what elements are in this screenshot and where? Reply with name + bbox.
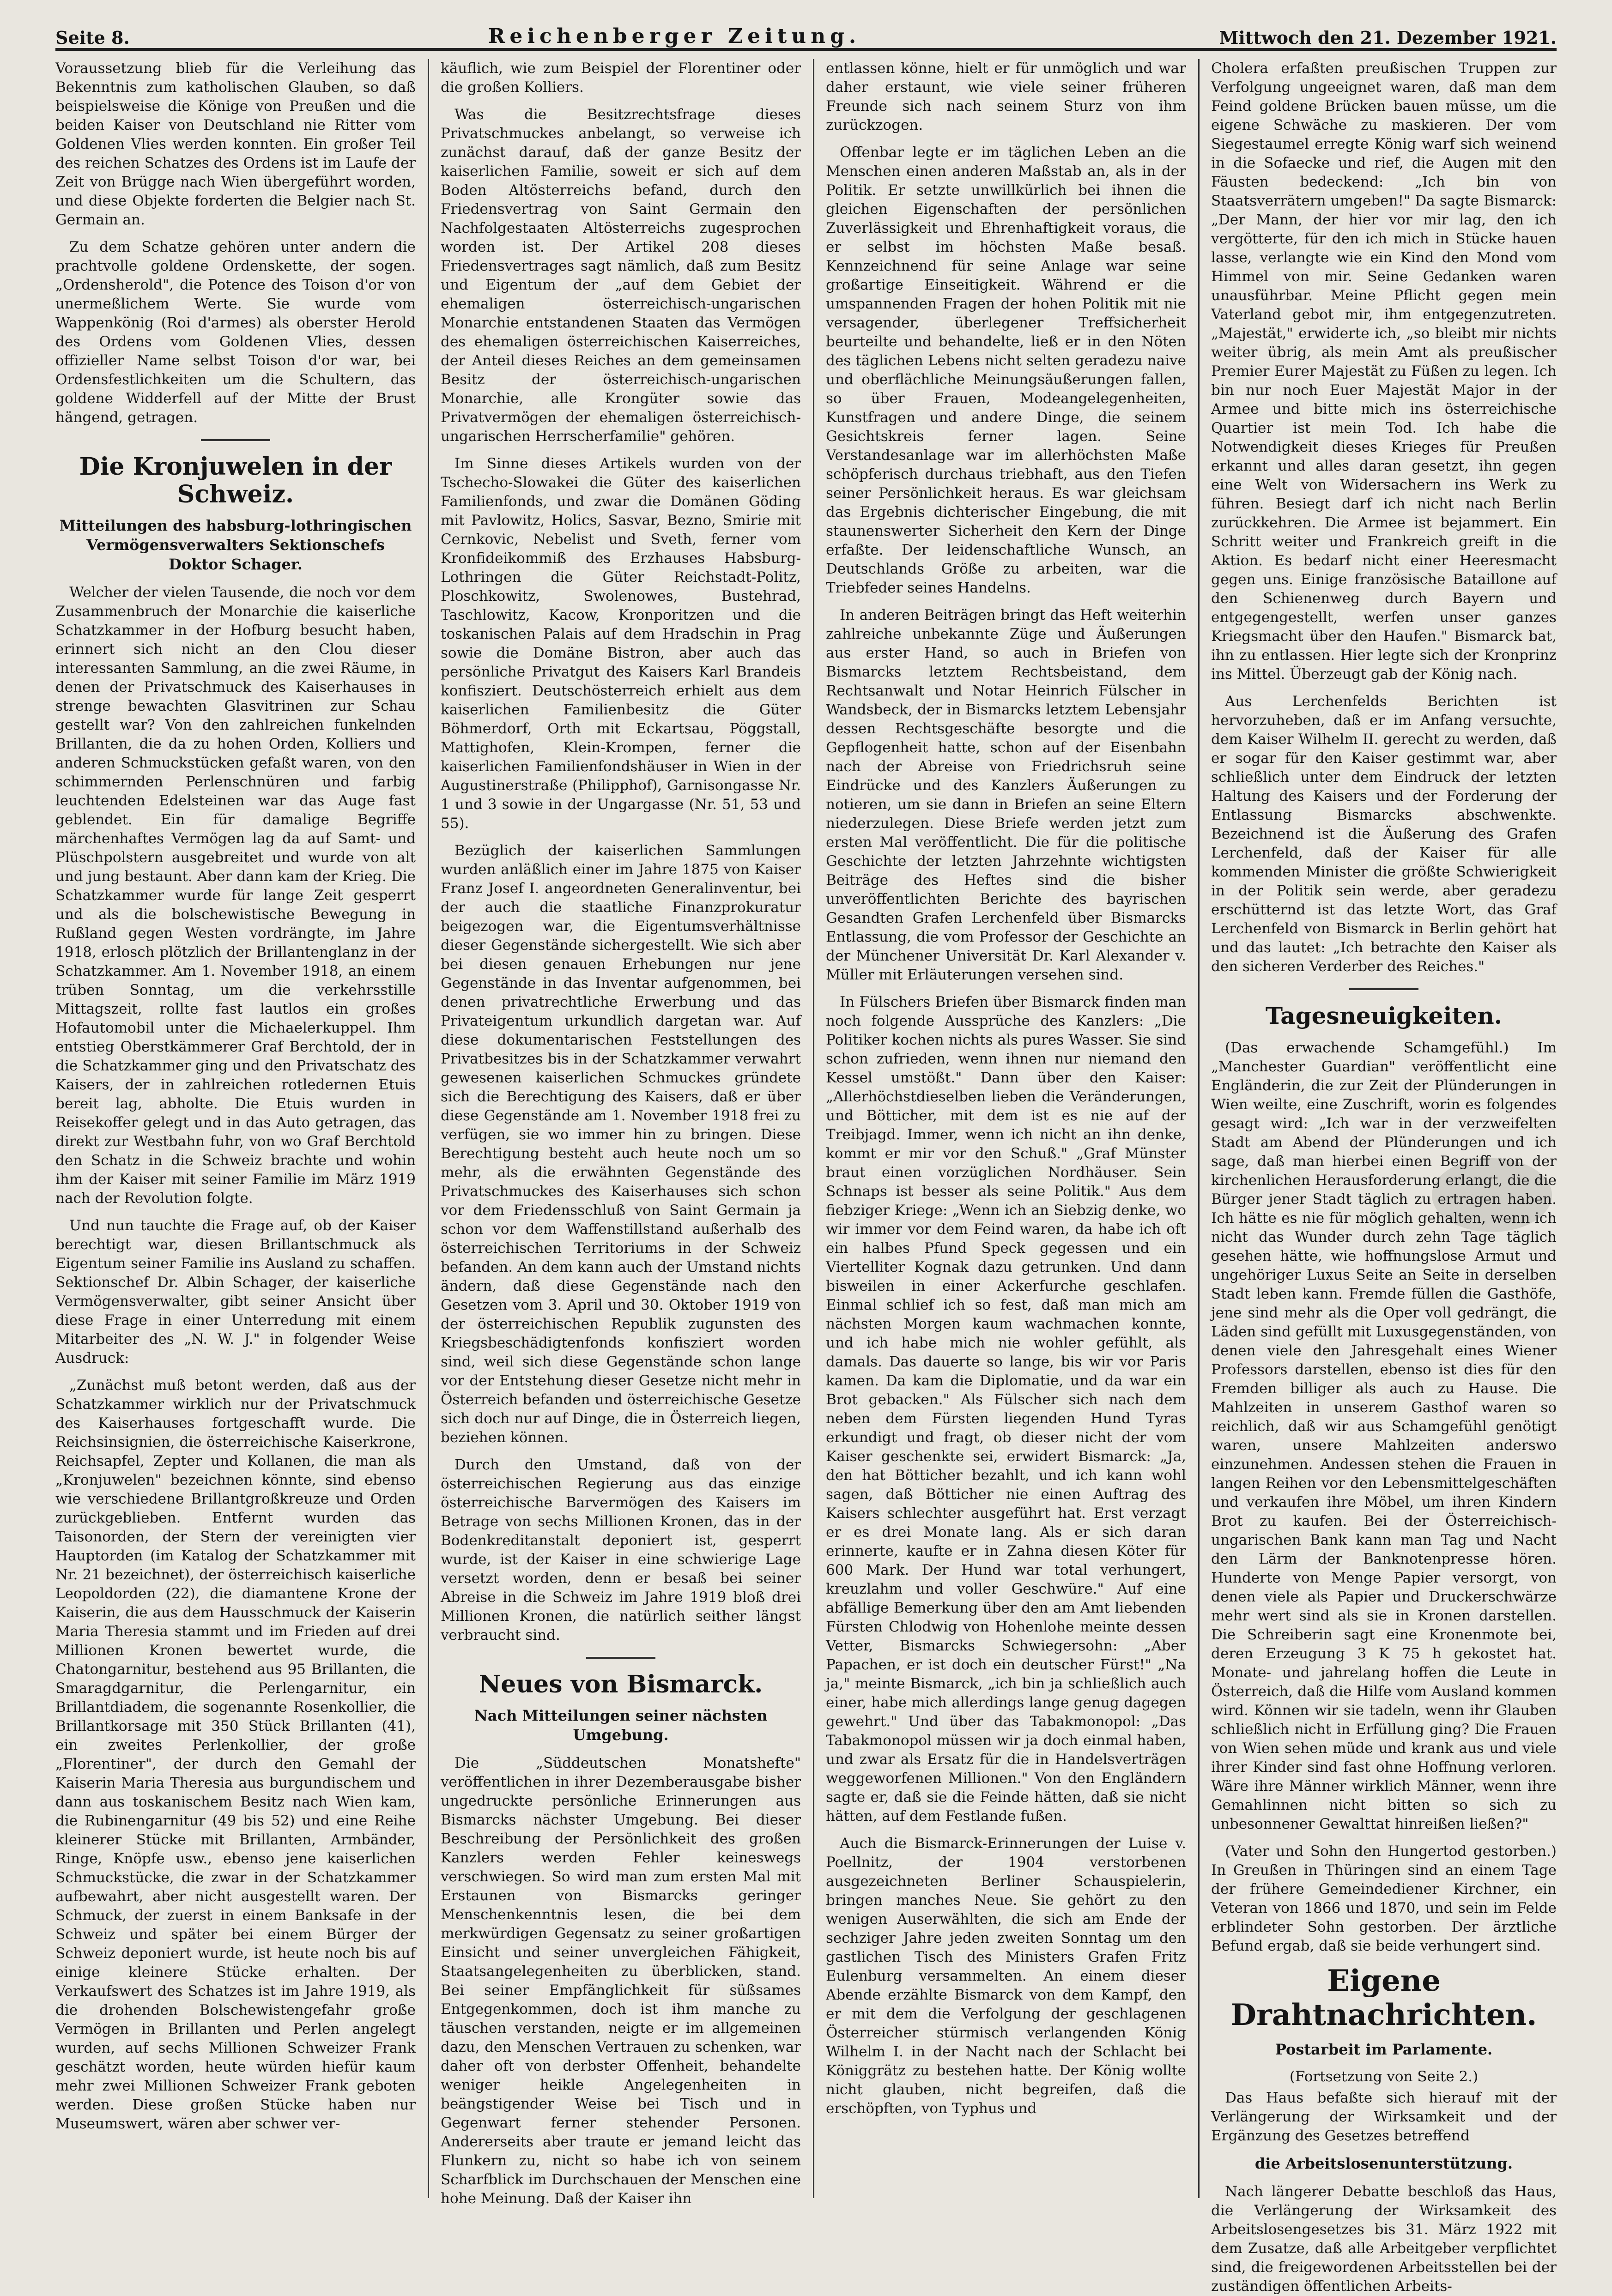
column-4: [1211, 59, 1557, 2295]
divider: [1349, 988, 1418, 990]
column-2: [441, 59, 801, 2207]
article-paragraph: Die „Süddeutschen Monatshefte" veröffentlichen in ihrer Dezemberausgabe bisher ungedruckte persönliche Erinnerungen aus Bismarcks nächster Umgebung. Bei dieser Beschreibung der Persönlichkeit des großen Kanzlers werden Fehler keineswegs verschwiegen. So wird man zum ersten Mal mit Erstaunen von Bismarcks geringer Menschenkenntnis lesen, die bei dem merkwürdigen Gegensatz zu seiner großartigen Einsicht und seiner unvergleichen Fähigkeit, Staatsangelegenheiten zu überblicken, stand. Bei seiner Empfänglichkeit für süßsames Entgegenkommen, doch ist ihm manche zu täuschen verstanden, neigte er im allgemeinen dazu, den Menschen Vertrauen zu schenken, war daher oft von derbster Offenheit, behandelte weniger heikle Angelegenheiten in beängstigender Weise bei Tisch und in Gegenwart ferner stehender Personen. Andererseits aber traute er jemand leicht das Flunkern zu, nicht so habe ich von seinem Scharfblick im Durchschauen der Menschen eine hohe Meinung. Daß der Kaiser ihn: [441, 1755, 801, 2207]
wire-subtitle: Postarbeit im Parlamente.: [1275, 2041, 1493, 2058]
article-paragraph: „Zunächst muß betont werden, daß aus der Schatzkammer wirklich nur der Privatschmuck des Kaiserhauses fortgeschafft wurde. Die Reichsinsignien, die österreichische Kaiserkrone, Reichsapfel, Zepter und Kollanen, die man als „Kronjuwelen" bezeichnen könnte, sind ebenso wie verschiedene Brillantgroßkreuze und Orden zurückgeblieben. Entfernt wurden das Taisonorden, der Stern der vereinigten vier Hauptorden (im Katalog der Schatzkammer mit Nr. 21 bezeichnet), der österreichisch kaiserliche Leopoldorden (22), die diamantene Krone der Kaiserin, die aus dem Hausschmuck der Kaiserin Maria Theresia stammt und im Frieden auf drei Millionen Kronen bewertet wurde, die Chatongarnitur, bestehend aus 95 Brillanten, die Smaragdgarnitur, die Perlengarnitur, ein Brillantdiadem, die sogenannte Rosenkollier, die Brillantkorsage mit 350 Stück Brillanten (41), ein zweites Perlenkollier, der große „Florentiner", der durch den Gemahl der Kaiserin Maria Theresia aus burgundischem und dann aus toskanischem Besitz nach Wien kam, die Rubinengarnitur (49 bis 52) und eine Reihe kleinerer Stücke mit Brillanten, Armbänder, Ringe, Knöpfe usw., ebenso jene kaiserlichen Schmuckstücke, die zwar in der Schatzkammer aufbewahrt, aber nicht ausgestellt waren. Der Schmuck, der zuerst in einem Banksafe in der Schweiz und später bei einem Bürger der Schweiz deponiert wurde, ist heute noch bis auf einige kleinere Stücke erhalten. Der Verkaufswert des Schatzes ist im Jahre 1919, als die drohenden Bolschewistengefahr große Vermögen in Brillanten und Perlen angelegt wurden, auf sechs Millionen Schweizer Frank geschätzt worden, heute würden hiefür kaum mehr zwei Millionen Schweizer Frank geboten werden. Diese großen Stücke haben nur Museumswert, wären aber schwer ver-: [55, 1377, 416, 2132]
wire-continuation-note: (Fortsetzung von Seite 2.): [1289, 2068, 1479, 2085]
article-subtitle-kronjuwelen: Mitteilungen des habsburg-lothringischen Vermögensverwalters Sektionschefs Doktor Schager.: [59, 517, 412, 573]
news-paragraph: (Das erwachende Schamgefühl.) Im „Manchester Guardian" veröffentlicht eine Engländerin, die zur Zeit der Plünderungen in Wien weilte, eine Zuschrift, worin es folgendes gesagt wird: „Ich war in der verzweifelten Stadt am Abend der Plünderungen und ich sage, daß man hierbei einen Begriff von der kirchenlichen Herausforderung erlangt, die die Bürger jener Stadt täglich zu ertragen haben. Ich hätte es nie für möglich gehalten, wenn ich nicht das Wunder durch zehn Tage täglich gesehen hätte, wie hoffnungslose Armut und ungehöriger Luxus Seite an Seite in derselben Stadt leben kann. Fremde füllen die Gasthöfe, jene sind mehr als die Oper voll gedrängt, die Läden sind gefüllt mit Luxusgegenständen, von denen viele den Jahresgehalt eines Wiener Professors darstellen, ebenso ist dies für den Fremden billiger als auch zu Hause. Die Mahlzeiten in unserem Gasthof waren so reichlich, daß wir aus Schamgefühl genötigt waren, unsere Mahlzeiten anderswo einzunehmen. Andessen stehen die Frauen in langen Reihen vor den Lebensmittelgeschäften und verkaufen ihre Möbel, um ihren Kindern Brot zu kaufen. Bei der Österreichisch-ungarischen Bank kann man Tag und Nacht den Lärm der Banknotenpresse hören. Hunderte von Menge Papier versorgt, von denen viele als Papier und Druckerschwärze mehr wert sind als sie in Kronen darstellen. Die Schreiberin sagt eine Kronenmote bei, deren Erzeugung 3 K 75 h gekostet hat. Monate- und jahrelang hoffen die Leute in Österreich, daß die Hilfe vom Ausland kommen wird. Können wir sie tadeln, wenn ihr Glauben schließlich nicht in Erfüllung ging? Die Frauen von Wien sehen müde und krank aus und viele ihrer Kinder sind fast ohne Hoffnung verloren. Wäre ihre Männer wirklich Männer, wenn ihre Gemahlinnen nicht bitten so sich zu unbesonnener Gewalttat hinreißen ließen?": [1211, 1039, 1557, 1832]
article-paragraph: käuflich, wie zum Beispiel der Florentiner oder die großen Kolliers.: [441, 60, 801, 96]
section-title-tagesneuigkeiten: Tagesneuigkeiten.: [1265, 1002, 1503, 1029]
column-rule: [813, 59, 814, 2198]
article-paragraph: In Fülschers Briefen über Bismarck finden man noch folgende Aussprüche des Kanzlers: „Die Politiker kochen nichts als pures Wasser. Sie sind schon zufrieden, wenn ihnen nur niemand den Kessel umstößt." Dann über den Kaiser: „Allerhöchstdieselben lieben die Veränderungen, und Bötticher, mit dem ist es nie auf der Treibjagd. Immer, wenn ich nicht an ihn denke, kommt er mir vor den Schuß." „Graf Münster braut einen vorzüglichen Nordhäuser. Sein Schnaps ist besser als seine Politik." Aus dem fiebziger Kriege: „Wenn ich an Siebzig denke, wo wir immer vor dem Feind waren, da habe ich oft ein halbes Pfund Speck gegessen und ein Viertelliter Kognak dazu getrunken. Und dann bisweilen in einer Ackerfurche geschlafen. Einmal schlief ich so fest, daß man mich am nächsten Morgen kaum wachmachen konnte, und ich habe mich nie wohler gefühlt, als damals. Das dauerte so lange, bis wir vor Paris kamen. Da kam die Diplomatie, und da war ein Brot gebacken." Als Fülscher sich nach dem neben dem Fürsten liegenden Hund Tyras erkundigt und fragt, ob dieser nicht der vom Kaiser geschenkte sei, erwidert Bismarck: „Ja, den hat Bötticher bezahlt, und ich kann wohl sagen, daß Bötticher nie einen Auftrag des Kaisers schlechter ausgeführt hat. Erst verzagt er es drei Monate lang. Als er sich daran erinnerte, kaufte er in Zahna diesen Köter für 600 Mark. Der Hund war total verhungert, kreuzlahm und voller Geschwüre." Auf eine abfällige Bemerkung über den am Amt liebenden Fürsten Chlodwig von Hohenlohe meinte dessen Vetter, Bismarcks Schwiegersohn: „Aber Papachen, er ist doch ein deutscher Fürst!" „Na ja," meinte Bismarck, „ich bin ja schließlich auch einer, habe mich allerdings lange genug dagegen gewehrt." Und über das Tabakmonopol: „Das Tabakmonopol müssen wir ja doch einmal haben, und zwar als Ersatz für die in Handelsverträgen weggeworfenen Millionen." Von den Engländern sagte er, daß sie die Feinde hätten, daß sie nicht hätten, auf dem Festlande fußen.: [826, 994, 1186, 1825]
article-paragraph: Offenbar legte er im täglichen Leben an die Menschen einen anderen Maßstab an, als in der Politik. Er setzte unwillkürlich bei ihnen die gleichen Eigenschaften der persönlichen Zuverlässigkeit und Ehrenhaftigkeit voraus, die er selbst im höchsten Maße besaß. Kennzeichnend für seine Anlage war seine großartige Einseitigkeit. Während er die umspannenden Fragen der hohen Politik mit nie versagender, überlegener Treffsicherheit beurteilte und behandelte, ließ er in den Nöten des täglichen Lebens nicht selten geradezu naive und oberflächliche Meinungsäußerungen fallen, so über Frauen, Modeangelegenheiten, Kunstfragen und andere Dinge, die seinem Gesichtskreis ferner lagen. Seine Verstandesanlage war im allerhöchsten Maße schöpferisch durchaus triebhaft, aus den Tiefen seiner Persönlichkeit heraus. Es war gleichsam das Ergebnis dichterischer Eingebung, die mit staunenswerter Sicherheit den Kern der Dinge erfaßte. Der leidenschaftliche Wunsch, an Deutschlands Größe zu arbeiten, war die Triebfeder seines Handelns.: [826, 144, 1186, 596]
article-paragraph: entlassen könne, hielt er für unmöglich und war daher erstaunt, wie viele seiner früheren Freunde sich nach seinem Sturz von ihm zurückzogen.: [826, 60, 1186, 133]
columns-area: [55, 59, 1557, 2295]
column-1: [55, 59, 416, 2198]
wire-paragraph: Das Haus befaßte sich hierauf mit der Verlängerung der Wirksamkeit und der Ergänzung des Gesetzes betreffend: [1211, 2090, 1557, 2144]
page-number: Seite 8.: [55, 27, 130, 48]
article-paragraph: In anderen Beiträgen bringt das Heft weiterhin zahlreiche unbekannte Züge und Äußerungen aus erster Hand, so auch in Briefen von Bismarcks letztem Rechtsbeistand, dem Rechtsanwalt und Notar Heinrich Fülscher in Wandsbeck, der in Bismarcks letztem Lebensjahr dessen Rechtsgeschäfte besorgte und die Gepflogenheit hatte, schon auf der Eisenbahn nach der Abreise von Friedrichsruh seine Eindrücke und des Kanzlers Äußerungen zu notieren, um sie dann in Briefen an seine Eltern niederzulegen. Diese Briefe werden jetzt zum ersten Mal veröffentlicht. Die für die politische Geschichte der letzten Jahrzehnte wichtigsten Beiträge des Heftes sind die bisher unveröffentlichten Berichte des bayrischen Gesandten Grafen Lerchenfeld über Bismarcks Entlassung, die vom Professor der Geschichte an der Münchener Universität Dr. Karl Alexander v. Müller mit Erläuterungen versehen sind.: [826, 607, 1186, 983]
article-paragraph: Im Sinne dieses Artikels wurden von der Tschecho-Slowakei die Güter des kaiserlichen Familienfonds, und zwar die Domänen Göding mit Pavlowitz, Holics, Sasvar, Bezno, Smirie mit Cernkovic, Nebelist und Sveth, ferner vom Kronfideikommiß des Erzhauses Habsburg-Lothringen die Güter Reichstadt-Politz, Ploschkowitz, Swolenowes, Bustehrad, Taschlowitz, Kacow, Kronporitzen und die toskanischen Palais auf dem Hradschin in Prag sowie die Domäne Bistron, aber auch das persönliche Privatgut des Kaisers Karl Brandeis konfisziert. Deutschösterreich erhielt aus dem kaiserlichen Familienbesitz die Güter Böhmerdorf, Orth mit Eckartsau, Pöggstall, Mattighofen, Klein-Krompen, ferner die kaiserlichen Familienfondshäuser in Wien in der Augustinerstraße (Philipphof), Garnisongasse Nr. 1 und 3 sowie in der Ungargasse (Nr. 51, 53 und 55).: [441, 455, 801, 832]
newspaper-title: Reichenberger Zeitung.: [488, 24, 861, 48]
ink-smudge: [1432, 1158, 1552, 1232]
page-header: [55, 16, 1557, 51]
article-paragraph: Welcher der vielen Tausende, die noch vor dem Zusammenbruch der Monarchie die kaiserliche Schatzkammer in der Hofburg besucht haben, erinnert sich nicht an den Clou dieser interessanten Sammlung, an die zwei Räume, in denen der Privatschmuck des Kaiserhauses in strenge bewachten Glasvitrinen zur Schau gestellt war? Von den zahlreichen funkelnden Brillanten, die da zu hohen Orden, Kolliers und anderen Schmuckstücken gefaßt waren, von den schimmernden Perlenschnüren und farbig leuchtenden Edelsteinen war das Auge fast geblendet. Ein für damalige Begriffe märchenhaftes Vermögen lag da auf Samt- und Plüschpolstern ausgebreitet und wurde von alt und jung bestaunt. Aber dann kam der Krieg. Die Schatzkammer wurde für lange Zeit gesperrt und als die bolschewistische Bewegung in Rußland gegen Westen vordrängte, im Jahre 1918, erlosch plötzlich der Brillantenglanz in der Schatzkammer. Am 1. November 1918, an einem trüben Sonntag, um die verkehrsstille Mittagszeit, rollte fast lautlos ein großes Hofautomobil unter die Michaelerkuppel. Ihm entstieg Oberstkämmerer Graf Berchtold, der in die Schatzkammer ging und den Privatschatz des Kaisers, der in zahlreichen rotledernen Etuis bereit lag, abholte. Die Etuis wurden in Reisekoffer gelegt und in das Auto getragen, das direkt zur Westbahn fuhr, von wo Graf Berchtold den Schatz in die Schweiz brachte und wohin ihm der Kaiser mit seiner Familie im März 1919 nach der Revolution folgte.: [55, 584, 416, 1207]
article-title-kronjuwelen: Die Kronjuwelen in der Schweiz.: [79, 453, 392, 508]
article-paragraph: Auch die Bismarck-Erinnerungen der Luise v. Poellnitz, der 1904 verstorbenen ausgezeichneten Berliner Schauspielerin, bringen manches Neue. Sie gehört zu den wenigen Auserwählten, die sich am Ende der sechziger Jahre jeden zweiten Sonntag um den gastlichen Tisch des Ministers Grafen Fritz Eulenburg versammelten. An einem dieser Abende erzählte Bismarck von dem Kampf, den er mit dem die Verfolgung der geschlagenen Österreicher stürmisch verlangenden König Wilhelm I. in der Nacht nach der Schlacht bei Königgrätz zu bestehen hatte. Der König wollte nicht glauben, nicht begreifen, daß die erschöpften, von Typhus und: [826, 1835, 1186, 2117]
article-paragraph: Aus Lerchenfelds Berichten ist hervorzuheben, daß er im Anfang versuchte, dem Kaiser Wilhelm II. gerecht zu werden, daß er sogar für den Kaiser gestimmt war, aber schließlich unter dem Eindruck der letzten Haltung des Kaisers und der Forderung der Entlassung Bismarcks abschwenkte. Bezeichnend ist die Äußerung des Grafen Lerchenfeld, daß der Kaiser für alle kommenden Minister die größte Schwierigkeit in der Politik sein werde, aber geradezu erschütternd ist das letzte Wort, das Graf Lerchenfeld von Bismarck in Berlin gehört hat und das lautet: „Ich betrachte den Kaiser als den sicheren Verderber des Reiches.": [1211, 693, 1557, 975]
news-paragraph: (Vater und Sohn den Hungertod gestorben.) In Greußen in Thüringen sind an einem Tage der frühere Gemeindediener Kirchner, ein Veteran von 1866 und 1870, und sein im Felde erblindeter Sohn gestorben. Der ärztliche Befund ergab, daß sie beide verhungert sind.: [1211, 1843, 1557, 1954]
wire-paragraph: Nach längerer Debatte beschloß das Haus, die Verlängerung der Wirksamkeit des Arbeitslosengesetzes bis 31. März 1922 mit dem Zusatze, daß alle Arbeitgeber verpflichtet sind, die freigewordenen Arbeitsstellen bei der zuständigen öffentlichen Arbeits-: [1211, 2183, 1557, 2295]
article-paragraph: Was die Besitzrechtsfrage dieses Privatschmuckes anbelangt, so verweise ich zunächst darauf, daß der ganze Besitz der kaiserlichen Familie, soweit er sich auf dem Boden Altösterreichs befand, durch den Friedensvertrag von Saint Germain den Nachfolgestaaten Altösterreichs zugesprochen worden ist. Der Artikel 208 dieses Friedensvertrages sagt nämlich, daß zum Besitz und Eigentum der „auf dem Gebiet der ehemaligen österreichisch-ungarischen Monarchie entstandenen Staaten das Vermögen des ehemaligen österreichischen Kaiserreiches, der Anteil dieses Reiches an dem gemeinsamen Besitz der österreichisch-ungarischen Monarchie, alle Krongüter sowie das Privatvermögen der ehemaligen österreichisch-ungarischen Herrscherfamilie" gehören.: [441, 106, 801, 445]
article-title-bismarck: Neues von Bismarck.: [479, 1670, 763, 1698]
column-rule: [1198, 59, 1200, 2198]
wire-topic: die Arbeitslosenunterstützung.: [1254, 2155, 1513, 2172]
article-paragraph: Bezüglich der kaiserlichen Sammlungen wurden anläßlich einer im Jahre 1875 von Kaiser Franz Josef I. angeordneten Generalinventur, bei der auch die staatliche Finanzprokuratur beigezogen war, die Eigentumsverhältnisse dieser Gegenstände sichergestellt. Wie sich aber bei diesen genauen Erhebungen nur jene Gegenstände in das Inventar aufgenommen, bei denen privatrechtliche Erwerbung und das Privateigentum urkundlich dargetan war. Auf diese dokumentarischen Feststellungen des Privatbesitzes bis in der Schatzkammer verwahrt gewesenen kaiserlichen Schmuckes gründete sich die Berechtigung des Kaisers, daß er über diese Gegenstände am 1. November 1918 frei zu verfügen, sie wo immer hin zu bringen. Diese Berechtigung besteht auch heute noch um so mehr, als die erwähnten Gegenstände des Privatschmuckes des Kaiserhauses sich schon vor dem Friedensschluß von Saint Germain ja schon vor dem Waffenstillstand außerhalb des österreichischen Territoriums in der Schweiz befanden. An dem kann auch der Umstand nichts ändern, daß diese Gegenstände nach den Gesetzen vom 3. April und 30. Oktober 1919 von der österreichischen Republik zugunsten des Kriegsbeschädigtenfonds konfisziert worden sind, weil sich diese Gegenstände schon lange vor der Entstehung dieser Gesetze nicht mehr in Österreich befanden und österreichische Gesetze sich doch nur auf Dinge, die in Österreich liegen, beziehen können.: [441, 842, 801, 1446]
intro-paragraph-2: Zu dem Schatze gehören unter andern die prachtvolle goldene Ordenskette, der sogen. „Ordensherold", die Potence des Toison d'or von unermeßlichem Werte. Sie wurde vom Wappenkönig (Roi d'armes) als oberster Herold des Ordens vom Goldenen Vlies, dessen offizieller Name selbst Toison d'or war, bei Ordensfestlichkeiten um die Schultern, das goldene Widderfell auf der Mitte der Brust hängend, getragen.: [55, 239, 416, 426]
column-3: [826, 59, 1186, 2198]
article-paragraph: Durch den Umstand, daß von der österreichischen Regierung aus das einzige österreichische Barvermögen des Kaisers im Betrage von sechs Millionen Kronen, das in der Bodenkreditanstalt deponiert ist, gesperrt wurde, ist der Kaiser in eine schwierige Lage versetzt worden, denn er besaß bei seiner Abreise in die Schweiz im Jahre 1919 bloß drei Millionen Kronen, die natürlich seither längst verbraucht sind.: [441, 1456, 801, 1643]
divider: [586, 1657, 655, 1659]
article-paragraph: Und nun tauchte die Frage auf, ob der Kaiser berechtigt war, diesen Brillantschmuck als Eigentum seiner Familie ins Ausland zu schaffen. Sektionschef Dr. Albin Schager, der kaiserliche Vermögensverwalter, gibt seiner Ansicht über diese Frage in einer Unterredung mit einem Mitarbeiter des „N. W. J." in folgender Weise Ausdruck:: [55, 1217, 416, 1366]
article-subtitle-bismarck: Nach Mitteilungen seiner nächsten Umgebung.: [474, 1707, 768, 1744]
section-title-drahtnachrichten: Eigene Drahtnachrichten.: [1230, 1964, 1537, 2032]
date-line: Mittwoch den 21. Dezember 1921.: [1219, 27, 1557, 48]
column-rule: [428, 59, 429, 2198]
intro-paragraph-1: Voraussetzung blieb für die Verleihung das Bekenntnis zum katholischen Glauben, so daß beispielsweise die Könige von Preußen und die beiden Kaiser von Deutschland nie Ritter vom Goldenen Vlies werden konnten. Ein großer Teil des reichen Schatzes des Ordens ist im Laufe der Zeit von Brügge nach Wien übergeführt worden, und diese Objekte forderten die Belgier nach St. Germain an.: [55, 60, 416, 228]
divider: [201, 439, 270, 441]
article-paragraph: Cholera erfaßten preußischen Truppen zur Verfolgung ungeeignet waren, daß man dem Feind goldene Brücken bauen müsse, um die eigene Schwäche zu maskieren. Der vom Siegestaumel erregte König warf sich weinend in die Sofaecke und rief, die Augen mit den Fäusten bedeckend: „Ich bin von Staatsverrätern umgeben!" Da sagte Bismarck: „Der Mann, der hier vor mir lag, den ich vergötterte, für den ich mich in Stücke hauen lasse, verlangte wie ein Kind den Mond vom Himmel von mir. Seine Gedanken waren unausführbar. Meine Pflicht gegen mein Vaterland gebot mir, ihm entgegenzutreten. „Majestät," erwiderte ich, „so bleibt mir nichts weiter übrig, als mein Amt als preußischer Premier Eurer Majestät zu Füßen zu legen. Ich bin nur noch Euer Majestät Major in der Armee und bitte mich ins österreichische Quartier ist mein Tod. Ich habe die Notwendigkeit dieses Krieges für Preußen erkannt und alles daran gesetzt, ihn gegen eine Welt von Widersachern ins Werk zu führen. Besiegt darf ich nicht nach Berlin zurückkehren. Die Armee ist bejammert. Ein Schritt weiter und Frankreich greift in die Aktion. Es bedarf nicht einer Heeresmacht gegen uns. Einige französische Bataillone auf den Schienenweg durch Bayern und entgegengestellt, werfen unser ganzes Kriegsmacht über den Haufen." Bismarck bat, ihn zu entlassen. Hier legte sich der Kronprinz ins Mittel. Überzeugt gab der König nach.: [1211, 60, 1557, 683]
